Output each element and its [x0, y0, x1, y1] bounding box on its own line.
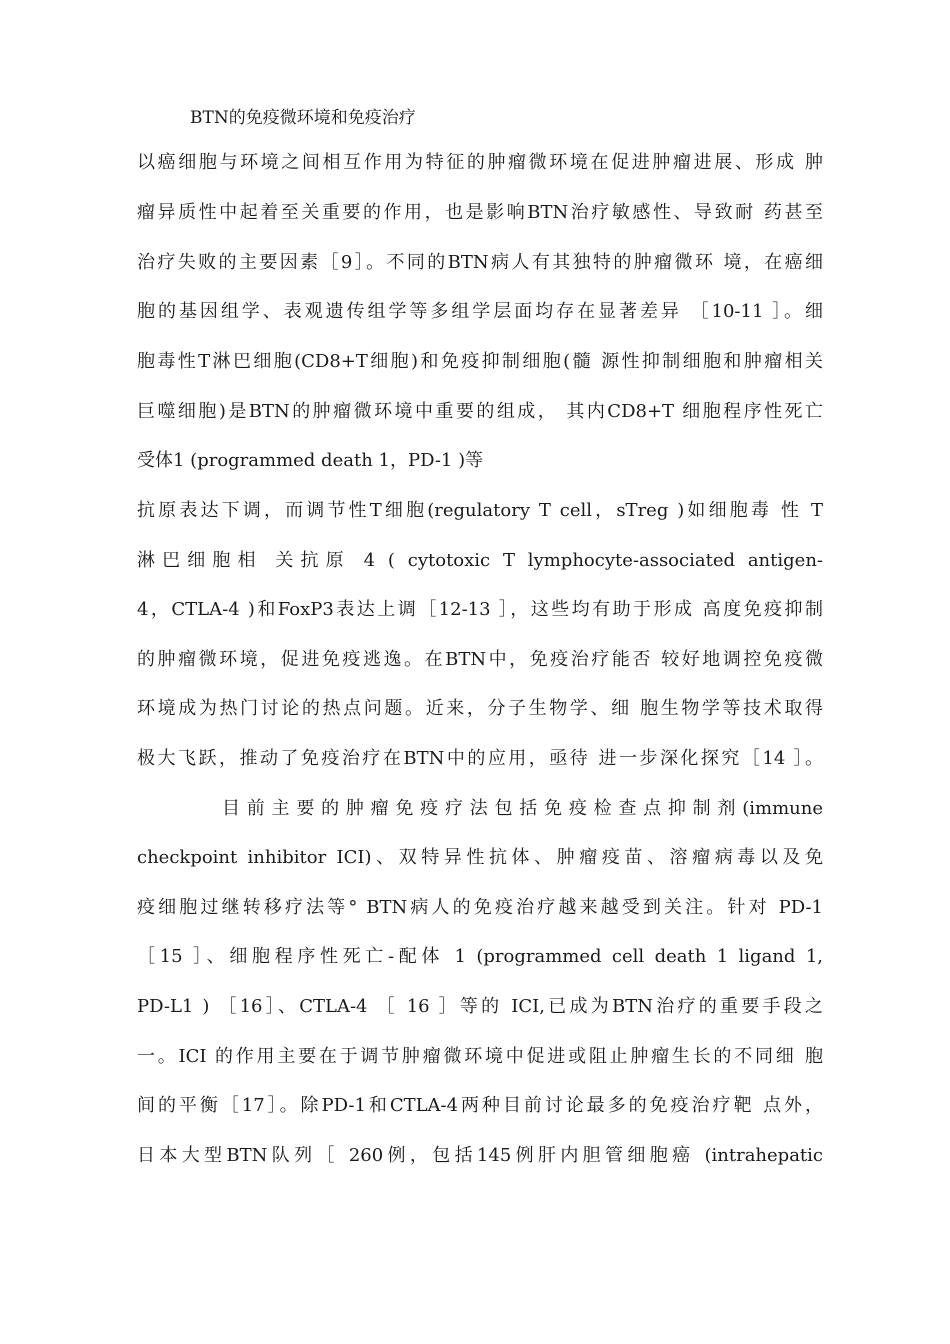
paragraph-1-line-5: 胞毒性T淋巴细胞(CD8+T细胞)和免疫抑制细胞(髓 源性抑制细胞和肿瘤相关 — [137, 351, 823, 372]
paragraph-2-line-4: 的肿瘤微环境，促进免疫逃逸。在BTN中，免疫治疗能否 较好地调控免疫微 — [137, 649, 823, 670]
paragraph-2-line-3: 4，CTLA-4 )和FoxP3表达上调［12-13 ］，这些均有助于形成 高度免疫抑制 — [137, 599, 823, 620]
paragraph-3-line-8: 日本大型BTN队列［ 260例，包括145例肝内胆管细胞癌 (intrahepatic — [137, 1145, 823, 1166]
paragraph-1-line-7: 受体1 (programmed death 1，PD-1 )等 — [137, 450, 484, 471]
paragraph-3-line-5: PD-L1 ) ［16］、CTLA-4 ［ 16 ］等的 ICI,已成为BTN治疗的重要手段之 — [137, 996, 823, 1017]
paragraph-3-line-6: 一。ICI 的作用主要在于调节肿瘤微环境中促进或阻止肿瘤生长的不同细 胞 — [137, 1046, 823, 1067]
paragraph-2-line-1: 抗原表达下调，而调节性T细胞(regulatory T cell，sTreg )如细胞毒 性 T — [137, 500, 823, 521]
paragraph-1-line-1: 以癌细胞与环境之间相互作用为特征的肿瘤微环境在促进肿瘤进展、形成 肿 — [137, 152, 823, 173]
paragraph-3-line-4: ［15 ］、细胞程序性死亡-配体 1 (programmed cell death 1 ligand 1, — [137, 946, 823, 967]
paragraph-3-line-3: 疫细胞过继转移疗法等° BTN病人的免疫治疗越来越受到关注。针对 PD-1 — [137, 897, 823, 918]
paragraph-2-line-2: 淋巴细胞相 关抗原 4 ( cytotoxic T lymphocyte-associated antigen- — [137, 550, 823, 571]
paragraph-1-line-4: 胞的基因组学、表观遗传组学等多组学层面均存在显著差异 ［10-11 ］。细 — [137, 301, 823, 322]
paragraph-3-line-2: checkpoint inhibitor ICI)、双特异性抗体、肿瘤疫苗、溶瘤病毒以及免 — [137, 847, 823, 868]
paragraph-2-line-6: 极大飞跃，推动了免疫治疗在BTN中的应用，亟待 进一步深化探究［14 ］。 — [137, 748, 823, 769]
paragraph-1-line-2: 瘤异质性中起着至关重要的作用，也是影响BTN治疗敏感性、导致耐 药甚至 — [137, 202, 823, 223]
paragraph-3-line-7: 间的平衡［17］。除PD-1和CTLA-4两种目前讨论最多的免疫治疗靶 点外， — [137, 1095, 823, 1116]
paragraph-1-line-6: 巨噬细胞)是BTN的肿瘤微环境中重要的组成， 其内CD8+T 细胞程序性死亡 — [137, 401, 823, 422]
paragraph-2-line-5: 环境成为热门讨论的热点问题。近来，分子生物学、细 胞生物学等技术取得 — [137, 698, 823, 719]
section-heading: BTN的免疫微环境和免疫治疗 — [190, 108, 416, 128]
paragraph-3-line-1: 目前主要的肿瘤免疫疗法包括免疫检查点抑制剂(immune — [222, 798, 823, 819]
paragraph-1-line-3: 治疗失败的主要因素［9］。不同的BTN病人有其独特的肿瘤微环 境，在癌细 — [137, 252, 823, 273]
